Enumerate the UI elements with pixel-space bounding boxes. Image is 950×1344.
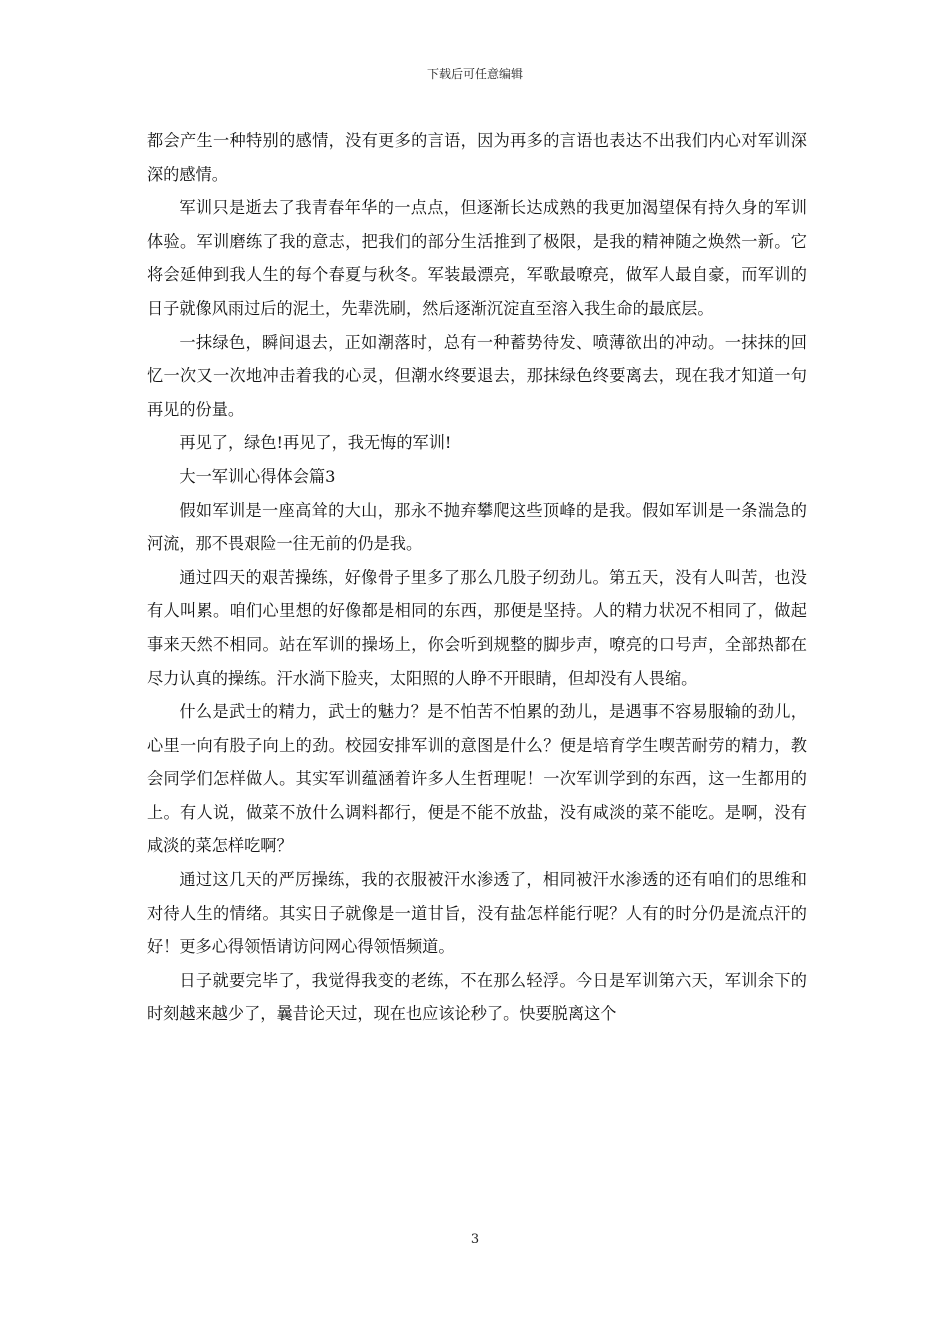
page-header: 下载后可任意编辑 [426, 67, 523, 81]
paragraph: 一抹绿色，瞬间退去，正如潮落时，总有一种蓄势待发、喷薄欲出的冲动。一抹抹的回忆一次又一次地冲击着我的心灵，但潮水终要退去，那抹绿色终要离去，现在我才知道一句再见的份量。 [147, 332, 807, 419]
section-heading: 大一军训心得体会篇3 [179, 466, 336, 486]
paragraph: 什么是武士的精力，武士的魅力？是不怕苦不怕累的劲儿，是遇事不容易服输的劲儿，心里一向有股子向上的劲。校园安排军训的意图是什么？便是培育学生喫苦耐劳的精力，教会同学们怎样做人。其实军训蕴涵着许多人生哲理呢！一次军训学到的东西，这一生都用的上。有人说，做菜不放什么调料都行，便是不能不放盐，没有咸淡的菜不能吃。是啊，没有咸淡的菜怎样吃啊？ [147, 702, 807, 856]
paragraph-continuation: 都会产生一种特别的感情，没有更多的言语，因为再多的言语也表达不出我们内心对军训深深的感情。 [147, 131, 807, 184]
paragraph: 假如军训是一座高耸的大山，那永不抛弃攀爬这些顶峰的是我。假如军训是一条湍急的河流，那不畏艰险一往无前的仍是我。 [147, 500, 807, 554]
paragraph: 通过这几天的严厉操练，我的衣服被汗水渗透了，相同被汗水渗透的还有咱们的思维和对待人生的情绪。其实日子就像是一道甘旨，没有盐怎样能行呢？人有的时分仍是流点汗的好！更多心得领悟请访问网心得领悟频道。 [147, 870, 807, 957]
page-number: 3 [470, 1232, 480, 1247]
paragraph: 通过四天的艰苦操练，好像骨子里多了那么几股子纫劲儿。第五天，没有人叫苦，也没有人叫累。咱们心里想的好像都是相同的东西，那便是坚持。人的精力状况不相同了，做起事来天然不相同。站在军训的操场上，你会听到规整的脚步声，嘹亮的口号声，全部热都在尽力认真的操练。汗水淌下脸夹，太阳照的人睁不开眼睛，但却没有人畏缩。 [147, 567, 807, 688]
paragraph: 军训只是逝去了我青春年华的一点点，但逐渐长达成熟的我更加渴望保有持久身的军训体验。军训磨练了我的意志，把我们的部分生活推到了极限，是我的精神随之焕然一新。它将会延伸到我人生的每个春夏与秋冬。军装最漂亮，军歌最嘹亮，做军人最自豪，而军训的日子就像风雨过后的泥土，先辈洗刷，然后逐渐沉淀直至溶入我生命的最底层。 [147, 198, 807, 318]
paragraph: 日子就要完毕了，我觉得我变的老练，不在那么轻浮。今日是军训第六天，军训余下的时刻越来越少了，曩昔论天过，现在也应该论秒了。快要脱离这个 [147, 970, 807, 1024]
paragraph: 再见了，绿色!再见了，我无悔的军训! [179, 433, 452, 453]
document-body [147, 124, 807, 1031]
